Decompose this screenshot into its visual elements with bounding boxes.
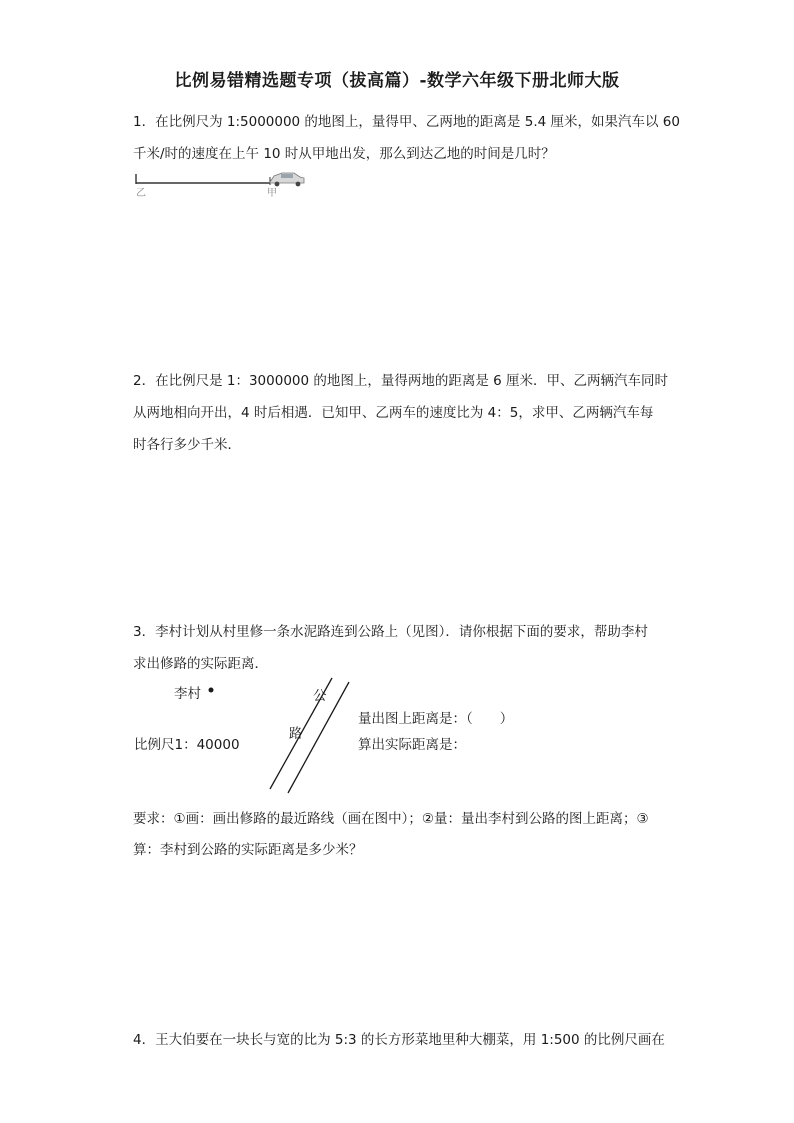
measure-label: 量出图上距离是：（ ） [358, 711, 514, 727]
q3-requirement-line-2: 算：李村到公路的实际距离是多少米？ [133, 842, 363, 858]
q3-requirement-line-1: 要求：①画：画出修路的最近路线（画在图中）；②量：量出李村到公路的图上距离；③ [133, 811, 649, 827]
road-char-gong: 公 [313, 688, 327, 704]
q2-line-1: 2．在比例尺是 1：3000000 的地图上，量得两地的距离是 6 厘米．甲、乙两辆汽车同时 [133, 373, 669, 389]
road-char-lu: 路 [289, 726, 303, 742]
q4-line-1: 4．王大伯要在一块长与宽的比为 5:3 的长方形菜地里种大棚菜，用 1:500 的比例尺画在 [133, 1032, 665, 1048]
village-dot [207, 686, 215, 694]
calc-label: 算出实际距离是： [358, 737, 466, 753]
q1-label-jia: 甲 [267, 188, 277, 199]
scale-label: 比例尺1：40000 [134, 737, 240, 753]
page-title: 比例易错精选题专项（拔高篇）-数学六年级下册北师大版 [174, 71, 620, 91]
q1-label-yi: 乙 [136, 188, 146, 199]
q3-line-2: 求出修路的实际距离． [133, 656, 268, 672]
road-figure [262, 676, 362, 796]
q1-line-2: 千米/时的速度在上午 10 时从甲地出发，那么到达乙地的时间是几时？ [133, 146, 555, 162]
village-label: 李村 [174, 686, 201, 702]
q2-line-2: 从两地相向开出，4 时后相遇．已知甲、乙两车的速度比为 4：5，求甲、乙两辆汽车每 [133, 405, 654, 421]
q3-line-1: 3．李村计划从村里修一条水泥路连到公路上（见图）．请你根据下面的要求，帮助李村 [133, 624, 648, 640]
q1-line-1: 1．在比例尺为 1:5000000 的地图上，量得甲、乙两地的距离是 5.4 厘米，如果汽车以 60 [133, 114, 680, 130]
q2-line-3: 时各行多少千米． [133, 437, 241, 453]
q1-figure-car-route [130, 166, 310, 202]
